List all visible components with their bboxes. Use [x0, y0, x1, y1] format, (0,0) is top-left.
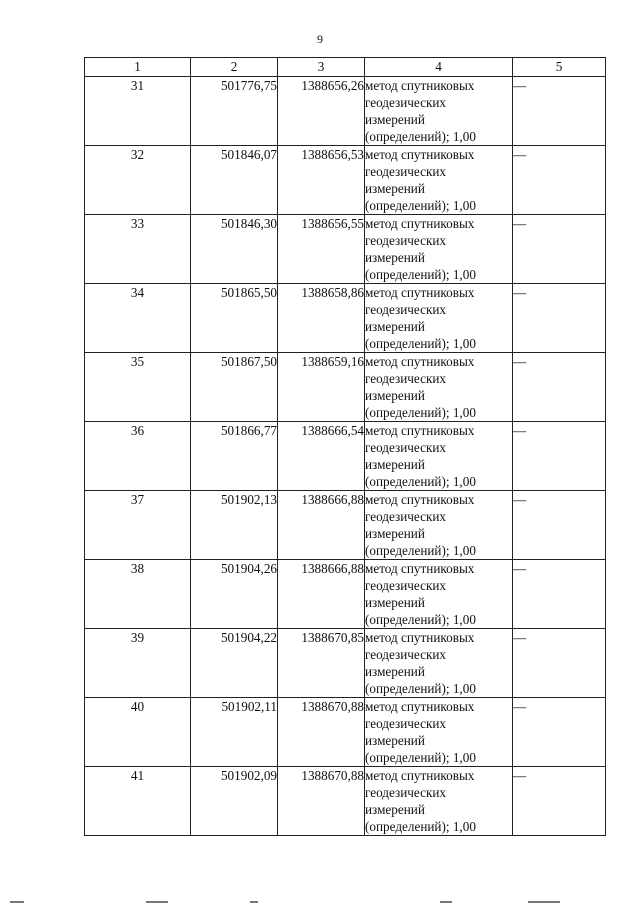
dash-cell: — [513, 698, 606, 767]
coordinate-y-cell: 1388659,16 [278, 353, 365, 422]
table-row [85, 491, 606, 560]
point-number-cell: 41 [85, 767, 191, 836]
column-header: 1 [85, 58, 191, 77]
method-line: (определений); 1,00 [365, 267, 476, 282]
point-number-cell: 31 [85, 77, 191, 146]
column-header: 4 [365, 58, 513, 77]
coordinate-y-cell: 1388670,88 [278, 767, 365, 836]
method-line: метод спутниковых [365, 285, 475, 300]
scan-edge-artifacts [0, 899, 640, 905]
method-cell [365, 491, 513, 560]
point-number-cell: 33 [85, 215, 191, 284]
coordinate-x-cell: 501846,07 [191, 146, 278, 215]
column-header: 5 [513, 58, 606, 77]
method-line: геодезических [365, 164, 447, 179]
method-cell [365, 422, 513, 491]
point-number-cell: 32 [85, 146, 191, 215]
table-row [85, 560, 606, 629]
table-row [85, 698, 606, 767]
method-line: метод спутниковых [365, 354, 475, 369]
table-body [85, 77, 606, 836]
method-line: геодезических [365, 371, 447, 386]
page-number: 9 [317, 32, 323, 46]
method-line: (определений); 1,00 [365, 129, 476, 144]
dash-cell: — [513, 353, 606, 422]
point-number-cell: 38 [85, 560, 191, 629]
dash-cell: — [513, 560, 606, 629]
coordinate-x-cell: 501904,26 [191, 560, 278, 629]
dash-cell: — [513, 284, 606, 353]
method-line: метод спутниковых [365, 492, 475, 507]
method-line: (определений); 1,00 [365, 405, 476, 420]
method-line: геодезических [365, 302, 447, 317]
method-line: метод спутниковых [365, 768, 475, 783]
dash-cell: — [513, 77, 606, 146]
method-line: (определений); 1,00 [365, 612, 476, 627]
point-number-cell: 36 [85, 422, 191, 491]
method-line: измерений [365, 250, 425, 265]
table-row [85, 284, 606, 353]
column-header: 2 [191, 58, 278, 77]
method-line: измерений [365, 733, 425, 748]
method-line: метод спутниковых [365, 216, 475, 231]
method-line: геодезических [365, 440, 447, 455]
method-line: измерений [365, 595, 425, 610]
method-line: геодезических [365, 95, 447, 110]
point-number-cell: 37 [85, 491, 191, 560]
column-header: 3 [278, 58, 365, 77]
method-cell [365, 353, 513, 422]
dash-cell: — [513, 146, 606, 215]
method-cell [365, 215, 513, 284]
table-row [85, 215, 606, 284]
method-line: геодезических [365, 509, 447, 524]
method-line: геодезических [365, 647, 447, 662]
dash-cell: — [513, 422, 606, 491]
coordinates-table [84, 57, 606, 836]
method-line: метод спутниковых [365, 630, 475, 645]
method-cell [365, 284, 513, 353]
method-line: метод спутниковых [365, 423, 475, 438]
dash-cell: — [513, 491, 606, 560]
coordinate-x-cell: 501904,22 [191, 629, 278, 698]
coordinate-y-cell: 1388656,53 [278, 146, 365, 215]
coordinate-y-cell: 1388670,88 [278, 698, 365, 767]
coordinate-y-cell: 1388666,88 [278, 491, 365, 560]
method-line: метод спутниковых [365, 561, 475, 576]
table-row [85, 767, 606, 836]
method-line: метод спутниковых [365, 699, 475, 714]
method-line: геодезических [365, 578, 447, 593]
method-line: измерений [365, 388, 425, 403]
dash-cell: — [513, 215, 606, 284]
method-cell [365, 560, 513, 629]
method-line: (определений); 1,00 [365, 750, 476, 765]
method-cell [365, 629, 513, 698]
coordinate-x-cell: 501867,50 [191, 353, 278, 422]
coordinate-x-cell: 501902,11 [191, 698, 278, 767]
coordinate-x-cell: 501846,30 [191, 215, 278, 284]
coordinate-y-cell: 1388656,26 [278, 77, 365, 146]
method-line: измерений [365, 802, 425, 817]
coordinate-x-cell: 501865,50 [191, 284, 278, 353]
point-number-cell: 34 [85, 284, 191, 353]
method-line: геодезических [365, 716, 447, 731]
method-line: (определений); 1,00 [365, 336, 476, 351]
table-row [85, 422, 606, 491]
method-line: измерений [365, 664, 425, 679]
method-line: измерений [365, 526, 425, 541]
method-line: (определений); 1,00 [365, 819, 476, 834]
method-cell [365, 698, 513, 767]
method-line: (определений); 1,00 [365, 681, 476, 696]
method-line: измерений [365, 457, 425, 472]
dash-cell: — [513, 767, 606, 836]
coordinate-x-cell: 501902,09 [191, 767, 278, 836]
coordinate-y-cell: 1388656,55 [278, 215, 365, 284]
method-line: метод спутниковых [365, 147, 475, 162]
coordinate-x-cell: 501776,75 [191, 77, 278, 146]
method-line: измерений [365, 319, 425, 334]
coordinate-y-cell: 1388666,88 [278, 560, 365, 629]
method-line: геодезических [365, 233, 447, 248]
method-cell [365, 767, 513, 836]
point-number-cell: 39 [85, 629, 191, 698]
table-header-row [85, 58, 606, 77]
method-line: измерений [365, 181, 425, 196]
coordinate-x-cell: 501866,77 [191, 422, 278, 491]
method-cell [365, 146, 513, 215]
table-row [85, 77, 606, 146]
method-line: (определений); 1,00 [365, 543, 476, 558]
table-row [85, 629, 606, 698]
coordinate-y-cell: 1388666,54 [278, 422, 365, 491]
method-line: измерений [365, 112, 425, 127]
dash-cell: — [513, 629, 606, 698]
point-number-cell: 40 [85, 698, 191, 767]
point-number-cell: 35 [85, 353, 191, 422]
coordinate-y-cell: 1388658,86 [278, 284, 365, 353]
method-line: геодезических [365, 785, 447, 800]
method-cell [365, 77, 513, 146]
coordinate-y-cell: 1388670,85 [278, 629, 365, 698]
method-line: метод спутниковых [365, 78, 475, 93]
method-line: (определений); 1,00 [365, 474, 476, 489]
table-row [85, 146, 606, 215]
coordinate-x-cell: 501902,13 [191, 491, 278, 560]
table-row [85, 353, 606, 422]
method-line: (определений); 1,00 [365, 198, 476, 213]
